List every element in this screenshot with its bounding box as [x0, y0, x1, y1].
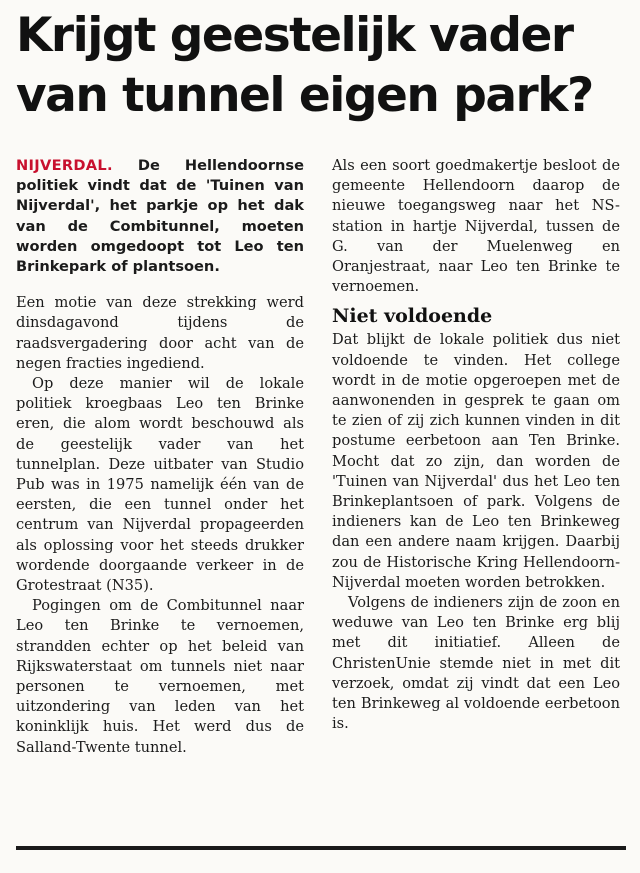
bottom-divider — [16, 846, 626, 850]
paragraph: Volgens de indieners zijn de zoon en weduwe van Leo ten Brinke erg blij met dit initiatief. Alleen de ChristenUnie stemde niet in met dit verzoek, omdat zij vindt dat een Leo ten Brinkeweg al voldoende eerbetoon is. — [332, 594, 620, 733]
subheading: Niet voldoende — [332, 305, 493, 328]
paragraph: Als een soort goedmakertje besloot de gemeente Hellendoorn daarop de nieuwe toegangsweg naar het NS-station in hartje Nijverdal, tussen de G. van der Muelenweg en Oranjestraat, naar Leo ten Brinke te vernoemen. — [332, 157, 620, 296]
lead-text: De Hellendoornse politiek vindt dat de 'Tuinen van Nijverdal', het parkje op het dak van de Combitunnel, moeten worden omgedoopt tot Leo ten Brinkepark of plantsoen. — [16, 157, 304, 276]
paragraph: Pogingen om de Combitunnel naar Leo ten Brinke te vernoemen, strandden echter op het beleid van Rijkswaterstaat om tunnels niet naar personen te vernoemen, met uitzondering van leden van het koninklijk huis. Het werd dus de Salland-Twente tunnel. — [16, 597, 304, 756]
paragraph: Dat blijkt de lokale politiek dus niet voldoende te vinden. Het college wordt in de motie opgeroepen met de aanwonenden in gesprek te gaan om te zien of zij zich kunnen vinden in dit postume eerbetoon aan Ten Brinke. Mocht dat zo zijn, dan worden de 'Tuinen van Nijverdal' dus het Leo ten Brinkeplantsoen of park. Volgens de indieners kan de Leo ten Brinkeweg dan een andere naam krijgen. Daarbij zou de Historische Kring Hellendoorn-Nijverdal moeten worden betrokken. — [332, 331, 620, 591]
paragraph: Een motie van deze strekking werd dinsdagavond tijdens de raadsvergadering door acht van de negen fracties ingediend. — [16, 294, 304, 372]
article-lead — [16, 156, 304, 277]
right-column — [332, 156, 620, 734]
left-column — [16, 156, 304, 758]
dateline: NIJVERDAL. — [16, 157, 113, 174]
paragraph: Op deze manier wil de lokale politiek kroegbaas Leo ten Brinke eren, die alom wordt beschouwd als de geestelijk vader van het tunnelplan. Deze uitbater van Studio Pub was in 1975 namelijk één van de eersten, die een tunnel onder het centrum van Nijverdal propageerden als oplossing voor het steeds drukker wordende doorgaande verkeer in de Grotestraat (N35). — [16, 375, 304, 595]
article-headline: Krijgt geestelijk vader van tunnel eigen park? — [16, 8, 593, 123]
